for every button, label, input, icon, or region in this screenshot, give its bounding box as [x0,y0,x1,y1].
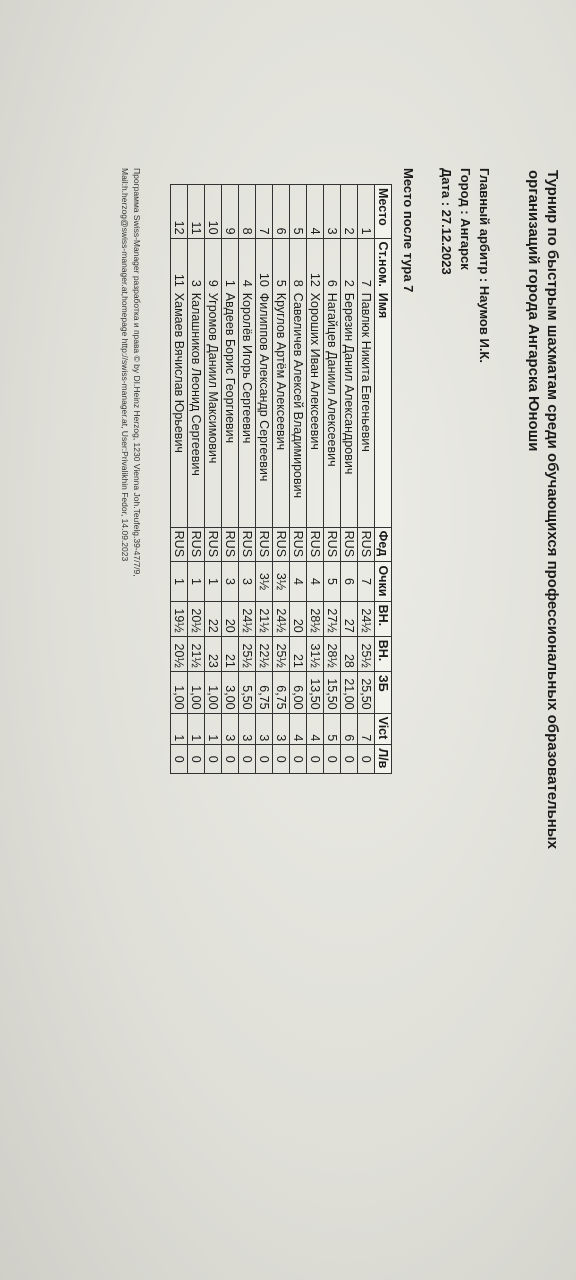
cell-points: 5 [324,562,341,601]
cell-black: 0 [307,745,324,774]
table-row [205,185,222,774]
cell-tb3: 1,00 [205,671,222,713]
cell-name: Филиппов Александр Сергеевич [256,290,273,527]
cell-fed: RUS [324,527,341,562]
cell-wins: 1 [205,713,222,745]
cell-place: 1 [358,185,375,239]
cell-start-no: 2 [341,238,358,290]
cell-fed: RUS [205,527,222,562]
cell-tb3: 6,00 [290,671,307,713]
cell-wins: 3 [239,713,256,745]
cell-tb2: 21 [290,636,307,671]
cell-tb3: 25,50 [358,671,375,713]
table-row [171,185,188,774]
cell-points: 4 [290,562,307,601]
cell-start-no: 3 [188,238,205,290]
cell-points: 3½ [273,562,290,601]
cell-tb1: 20½ [188,601,205,636]
cell-fed: RUS [239,527,256,562]
cell-wins: 5 [324,713,341,745]
cell-name: Савеличев Алексей Владимирович [290,290,307,527]
header-tb1: ВН. [375,601,392,636]
cell-fed: RUS [188,527,205,562]
table-row [358,185,375,774]
cell-wins: 1 [188,713,205,745]
cell-place: 7 [256,185,273,239]
cell-fed: RUS [273,527,290,562]
cell-fed: RUS [290,527,307,562]
chief-arbiter: Главный арбитр : Наумов И.К. [477,168,492,363]
table-row [256,185,273,774]
cell-tb1: 28½ [307,601,324,636]
header-name: Имя [375,290,392,527]
cell-tb2: 21½ [188,636,205,671]
cell-points: 1 [205,562,222,601]
cell-start-no: 11 [171,238,188,290]
cell-fed: RUS [222,527,239,562]
cell-place: 8 [239,185,256,239]
footer-line-2: Mail:h.herzog@swiss-manager.at,homepage http://swiss-manager.at, User:Privalikhin Fedor, 14.09.2023 [120,168,130,562]
cell-tb3: 5,50 [239,671,256,713]
cell-tb2: 23 [205,636,222,671]
date: Дата : 27.12.2023 [439,168,454,275]
cell-tb1: 24½ [239,601,256,636]
standings-title: Место после тура 7 [401,168,416,293]
cell-tb3: 15,50 [324,671,341,713]
cell-points: 3½ [256,562,273,601]
cell-tb2: 31½ [307,636,324,671]
cell-points: 1 [171,562,188,601]
cell-name: Павлюк Никита Евгеньевич [358,290,375,527]
header-start-no: Ст.ном. [375,238,392,290]
cell-place: 9 [222,185,239,239]
cell-name: Нагайцев Даниил Алексеевич [324,290,341,527]
cell-black: 0 [171,745,188,774]
title-line-2: организаций города Ангарска Юноши [525,170,542,452]
cell-place: 2 [341,185,358,239]
cell-tb2: 20½ [171,636,188,671]
cell-black: 0 [205,745,222,774]
cell-name: Круглов Артём Алексеевич [273,290,290,527]
cell-place: 11 [188,185,205,239]
cell-tb3: 3,00 [222,671,239,713]
cell-wins: 4 [307,713,324,745]
cell-name: Хамаев Вячислав Юрьевич [171,290,188,527]
cell-wins: 1 [171,713,188,745]
cell-name: Хороших Иван Алексеевич [307,290,324,527]
cell-black: 0 [239,745,256,774]
cell-black: 0 [341,745,358,774]
cell-tb2: 25½ [239,636,256,671]
table-row [222,185,239,774]
cell-start-no: 10 [256,238,273,290]
cell-tb1: 24½ [358,601,375,636]
cell-fed: RUS [358,527,375,562]
cell-tb2: 21 [222,636,239,671]
city: Город : Ангарск [458,168,473,270]
cell-black: 0 [188,745,205,774]
cell-tb3: 21,00 [341,671,358,713]
cell-tb3: 1,00 [188,671,205,713]
cell-points: 6 [341,562,358,601]
cell-place: 12 [171,185,188,239]
cell-tb2: 22½ [256,636,273,671]
cell-place: 6 [273,185,290,239]
table-body [171,185,375,774]
cell-start-no: 12 [307,238,324,290]
cell-place: 4 [307,185,324,239]
document-title [524,170,562,1170]
cell-wins: 3 [256,713,273,745]
cell-tb1: 27½ [324,601,341,636]
table-row [324,185,341,774]
cell-tb3: 1,00 [171,671,188,713]
header-wins: Vict [375,713,392,745]
cell-start-no: 5 [273,238,290,290]
cell-name: Угромов Даниил Максимович [205,290,222,527]
cell-black: 0 [290,745,307,774]
header-tb3: ЗБ [375,671,392,713]
cell-place: 10 [205,185,222,239]
cell-points: 1 [188,562,205,601]
cell-wins: 4 [290,713,307,745]
header-black: Л/в [375,745,392,774]
cell-fed: RUS [341,527,358,562]
cell-black: 0 [222,745,239,774]
cell-start-no: 9 [205,238,222,290]
cell-tb2: 25½ [358,636,375,671]
cell-tb3: 13,50 [307,671,324,713]
table-row [239,185,256,774]
cell-tb2: 28 [341,636,358,671]
header-tb2: ВН. [375,636,392,671]
cell-name: Калашников Леонид Сергеевич [188,290,205,527]
table-row [273,185,290,774]
cell-start-no: 6 [324,238,341,290]
cell-start-no: 4 [239,238,256,290]
cell-wins: 7 [358,713,375,745]
cell-tb1: 21½ [256,601,273,636]
table-row [188,185,205,774]
cell-points: 4 [307,562,324,601]
cell-tb3: 6,75 [273,671,290,713]
cell-black: 0 [273,745,290,774]
cell-tb1: 19½ [171,601,188,636]
cell-name: Березин Данил Александрович [341,290,358,527]
cell-points: 3 [222,562,239,601]
cell-wins: 3 [222,713,239,745]
cell-points: 7 [358,562,375,601]
cell-fed: RUS [256,527,273,562]
footer-line-1: Программа Swiss-Manager разработка и права © by DI.Heinz Herzog, 1230 Vienna Joh.Teufelg.39-47/7/9, [132,168,142,577]
cell-tb1: 20 [222,601,239,636]
cell-wins: 6 [341,713,358,745]
table-row [290,185,307,774]
cell-black: 0 [256,745,273,774]
cell-fed: RUS [307,527,324,562]
cell-name: Авдеев Борис Георгиевич [222,290,239,527]
cell-black: 0 [324,745,341,774]
cell-tb2: 25½ [273,636,290,671]
table-row [341,185,358,774]
cell-tb1: 27 [341,601,358,636]
cell-place: 3 [324,185,341,239]
table-header-row [375,185,392,774]
cell-points: 3 [239,562,256,601]
cell-start-no: 7 [358,238,375,290]
standings-table [170,184,392,774]
header-place: Место [375,185,392,239]
cell-tb1: 20 [290,601,307,636]
cell-tb3: 6,75 [256,671,273,713]
cell-start-no: 8 [290,238,307,290]
cell-tb1: 22 [205,601,222,636]
cell-tb2: 28½ [324,636,341,671]
header-fed: Фед [375,527,392,562]
cell-wins: 3 [273,713,290,745]
cell-fed: RUS [171,527,188,562]
table-row [307,185,324,774]
header-points: Очки [375,562,392,601]
cell-black: 0 [358,745,375,774]
title-line-1: Турнир по быстрым шахматам среди обучающихся профессиональных образовательных [544,170,561,850]
cell-place: 5 [290,185,307,239]
cell-name: Королёв Игорь Сергеевич [239,290,256,527]
cell-start-no: 1 [222,238,239,290]
cell-tb1: 24½ [273,601,290,636]
